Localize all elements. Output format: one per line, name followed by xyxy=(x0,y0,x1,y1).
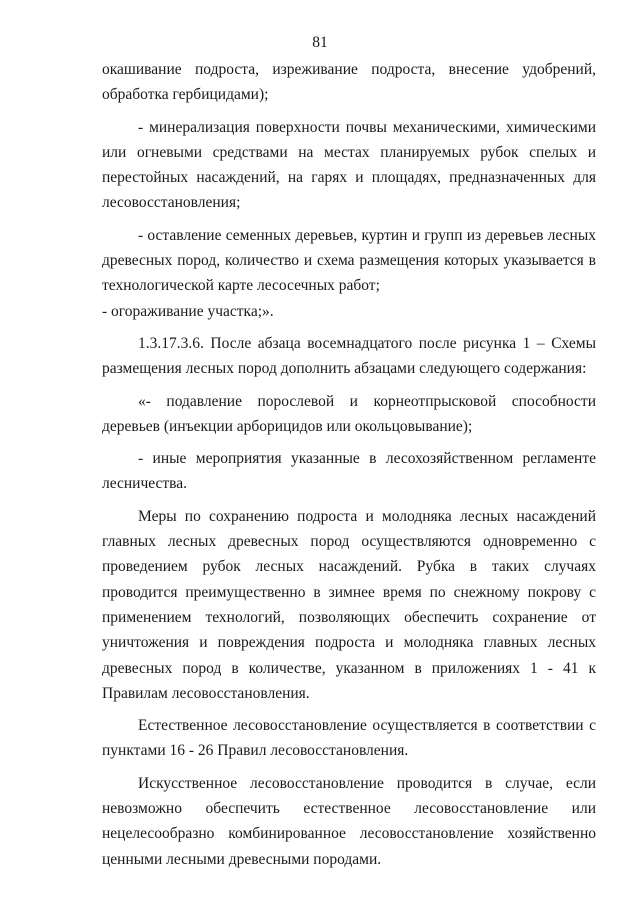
document-body xyxy=(102,57,596,872)
paragraph-8: Меры по сохранению подроста и молодняка лесных насаждений главных лесных древесных пород осуществляются одновременно с проведением рубок лесных насаждений. Рубка в таких случаях проводится преимущественно в зимнее время по снежному покрову с применением технологий, позволяющих обеспечить сохранение от уничтожения и повреждения подроста и молодняка главных лесных древесных пород в количестве, указанном в приложениях 1 - 41 к Правилам лесовосстановления. xyxy=(102,507,596,702)
paragraph-3: - оставление семенных деревьев, куртин и групп из деревьев лесных древесных пород, количество и схема размещения которых указывается в технологической карте лесосечных работ; xyxy=(102,226,596,295)
paragraph-9: Естественное лесовосстановление осуществляется в соответствии с пунктами 16 - 26 Правил лесовосстановления. xyxy=(102,717,596,760)
paragraph-2: - минерализация поверхности почвы механическими, химическими или огневыми средствами на местах планируемых рубок спелых и перестойных насаждений, на гарях и площадях, предназначенных для лесовосстановления; xyxy=(102,118,596,212)
paragraph-4: - огораживание участка;». xyxy=(102,302,274,320)
paragraph-5: 1.3.17.3.6. После абзаца восемнадцатого после рисунка 1 – Схемы размещения лесных пород дополнить абзацами следующего содержания: xyxy=(102,334,596,378)
paragraph-10: Искусственное лесовосстановление проводится в случае, если невозможно обеспечить естественное лесовосстановление или нецелесообразно комбинированное лесовосстановление хозяйственно ценными лесными древесными породами. xyxy=(102,774,596,868)
paragraph-1: окашивание подроста, изреживание подроста, внесение удобрений, обработка гербицидами); xyxy=(102,61,596,104)
paragraph-7: - иные мероприятия указанные в лесохозяйственном регламенте лесничества. xyxy=(102,450,596,493)
page-number: 81 xyxy=(312,34,328,51)
paragraph-6: «- подавление порослевой и корнеотпрысковой способности деревьев (инъекции арборицидов или окольцовывание); xyxy=(102,392,596,435)
